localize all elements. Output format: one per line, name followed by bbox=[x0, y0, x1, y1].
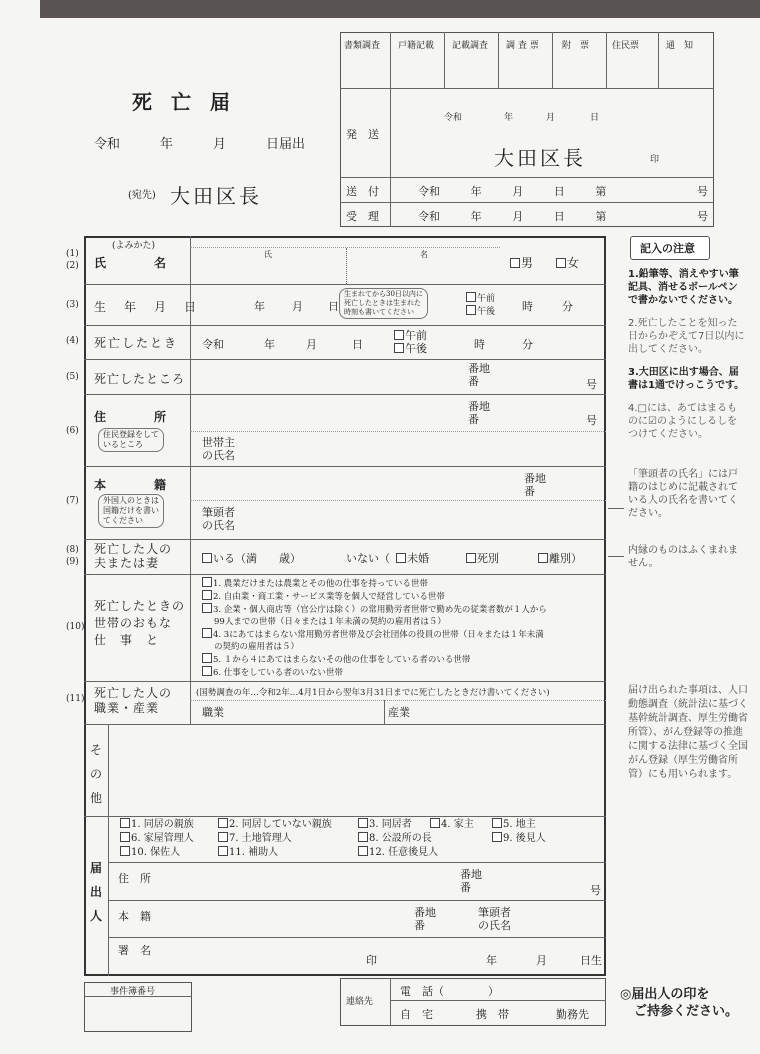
domicile-label: 本 籍 bbox=[94, 478, 167, 492]
unmarried-checkbox[interactable]: 未婚 bbox=[396, 550, 429, 566]
signature-label: 署 名 bbox=[118, 944, 151, 957]
relation-option[interactable]: 3. 同居者 bbox=[358, 818, 430, 832]
sent-date-part: 日 bbox=[590, 113, 600, 123]
row-number: (1) (2) bbox=[66, 249, 79, 271]
birth-ampm[interactable]: 午前 午後 bbox=[466, 292, 495, 318]
death-time-label: 死亡したとき bbox=[94, 336, 179, 350]
reading-label: (よみかた) bbox=[112, 241, 156, 251]
go-unit: 号 bbox=[586, 378, 597, 391]
home-phone-label: 自 宅 bbox=[400, 1008, 433, 1021]
arrow-icon bbox=[608, 508, 624, 509]
notes-list bbox=[628, 268, 746, 441]
no-spouse-label: いない（ bbox=[346, 552, 390, 565]
census-note: (国勢調査の年…令和2年…4月1日から翌年3月31日までに死亡したときだけ書いてください) bbox=[196, 688, 550, 698]
occupation-label: 死亡した人の 職業・産業 bbox=[94, 686, 173, 715]
lot-number-label: 番地 番 bbox=[468, 400, 490, 426]
hour-unit: 時 bbox=[474, 338, 485, 351]
mobile-phone-label: 携 帯 bbox=[476, 1008, 509, 1021]
addressee: 大田区長 bbox=[170, 184, 262, 208]
death-place-label: 死亡したところ bbox=[94, 372, 186, 386]
seal-mark: 印 bbox=[650, 155, 660, 165]
minute-unit: 分 bbox=[562, 300, 573, 313]
work-option[interactable]: 4. 3にあてはまらない常用勤労者世帯及び会社団体の役員の世帯（日々または１年未満 bbox=[202, 628, 547, 641]
work-option-cont: の契約の雇用者は５） bbox=[214, 642, 300, 652]
go-unit: 号 bbox=[590, 884, 601, 897]
relationship-options bbox=[120, 818, 546, 860]
given-name-label: 名 bbox=[420, 250, 428, 259]
family-head-label: 筆頭者 の氏名 bbox=[478, 906, 511, 932]
work-phone-label: 勤務先 bbox=[556, 1008, 589, 1021]
month-unit: 月 bbox=[292, 300, 303, 313]
job-label: 職業 bbox=[202, 706, 224, 719]
relation-option[interactable]: 4. 家主 bbox=[430, 818, 492, 832]
row-number: (10) bbox=[66, 622, 85, 632]
sent-date-part: 月 bbox=[546, 113, 556, 123]
statistics-sidenote: 届け出られた事項は、人口動態調査（統計法に基づく基幹統計調査、厚生労働省所管）、がん登録等の推進に関する法律に基づく全国がん登録（厚生労働省所管）にも用いられます。 bbox=[628, 685, 748, 780]
work-option[interactable]: 3. 企業・個人商店等（官公庁は除く）の常用勤労者世帯で勤め先の従業者数が１人から bbox=[202, 603, 547, 616]
relation-option[interactable]: 7. 土地管理人 bbox=[218, 832, 358, 846]
month-unit: 月 bbox=[536, 954, 547, 967]
lot-number-label: 番地 番 bbox=[460, 868, 482, 894]
relation-option[interactable]: 5. 地主 bbox=[492, 819, 536, 830]
relation-option[interactable]: 12. 任意後見人 bbox=[358, 847, 438, 858]
receipt-row: 令和 年 月 日 第 号 bbox=[418, 210, 708, 223]
year-unit: 年 bbox=[254, 300, 265, 313]
sent-date-part: 令和 bbox=[444, 113, 463, 123]
office-header: 通 知 bbox=[666, 41, 694, 51]
top-edge-bar bbox=[40, 0, 760, 18]
sent-date-part: 年 bbox=[504, 113, 514, 123]
relation-option[interactable]: 1. 同居の親族 bbox=[120, 818, 218, 832]
female-checkbox[interactable]: 女 bbox=[556, 254, 579, 271]
row-number: (7) bbox=[66, 496, 79, 506]
other-label: そ の 他 bbox=[90, 743, 103, 805]
industry-label: 産業 bbox=[388, 706, 410, 719]
applicant-address-label: 住 所 bbox=[118, 872, 151, 885]
seal-mark: 印 bbox=[366, 954, 377, 967]
domicile-note: 外国人のときは 国籍だけを書い てください bbox=[98, 494, 164, 528]
sent-label: 発 送 bbox=[346, 128, 379, 141]
year-unit: 年 bbox=[264, 338, 275, 351]
household-work-label: 死亡したときの 世帯のおもな 仕 事 と bbox=[94, 599, 186, 647]
addressee-label: (宛先) bbox=[128, 190, 156, 201]
spouse-sidenote: 内縁のものはふくまれません。 bbox=[628, 545, 738, 569]
work-option-cont: 99人までの世帯（日々または１年未満の契約の雇用者は５） bbox=[214, 617, 446, 627]
sent-mayor: 大田区長 bbox=[494, 146, 586, 170]
office-header: 書類調査 bbox=[344, 41, 381, 51]
work-option[interactable]: 1. 農業だけまたは農業とその他の仕事を持っている世帯 bbox=[202, 577, 547, 590]
month-unit: 月 bbox=[306, 338, 317, 351]
note-item: 4.□には、あてはまるものに☑のようにしるしをつけてください。 bbox=[628, 403, 737, 440]
spouse-label: 死亡した人の 夫または妻 bbox=[94, 542, 173, 570]
lot-number-label: 番地 番 bbox=[524, 472, 546, 498]
row-number: (11) bbox=[66, 694, 85, 704]
office-header: 附 票 bbox=[562, 41, 590, 51]
relation-option[interactable]: 11. 補助人 bbox=[218, 846, 358, 860]
form-title: 死 亡 届 bbox=[132, 90, 236, 114]
death-ampm[interactable]: 午前 午後 bbox=[394, 329, 427, 355]
lot-number-label: 番地 番 bbox=[414, 906, 436, 932]
year-unit: 年 bbox=[486, 954, 497, 967]
divorced-checkbox[interactable]: 離別） bbox=[538, 550, 582, 566]
day-unit: 日 bbox=[352, 338, 363, 351]
birth-day-unit: 日生 bbox=[580, 954, 602, 967]
male-checkbox[interactable]: 男 bbox=[510, 254, 533, 271]
row-number: (8) (9) bbox=[66, 545, 79, 567]
spouse-exists-checkbox[interactable]: いる（満 歳） bbox=[202, 550, 301, 566]
receipt-label: 受 理 bbox=[346, 210, 379, 223]
note-item: 2.死亡したことを知った日からかぞえて7日以内に出してください。 bbox=[628, 318, 745, 355]
minute-unit: 分 bbox=[522, 338, 533, 351]
household-work-options bbox=[202, 577, 547, 679]
note-item: 1.鉛筆等、消えやすい筆記具、消せるボールペンで書かないでください。 bbox=[628, 269, 739, 306]
contact-label: 連絡先 bbox=[346, 997, 374, 1007]
office-header: 住民票 bbox=[612, 41, 640, 51]
hour-unit: 時 bbox=[522, 300, 533, 313]
name-label: 氏 名 bbox=[94, 256, 167, 270]
work-option[interactable]: 6. 仕事をしている者のいない世帯 bbox=[202, 666, 547, 679]
office-header: 調 査 票 bbox=[506, 41, 539, 51]
era-label: 令和 bbox=[202, 338, 224, 351]
relation-option[interactable]: 8. 公設所の長 bbox=[358, 832, 492, 846]
lot-number-label: 番地 番 bbox=[468, 362, 490, 388]
relation-option[interactable]: 2. 同居していない親族 bbox=[218, 818, 358, 832]
relation-option[interactable]: 10. 保佐人 bbox=[120, 846, 218, 860]
address-label: 住 所 bbox=[94, 410, 167, 424]
seal-reminder: ◎届出人の印を ご持参ください。 bbox=[620, 987, 739, 1019]
go-unit: 号 bbox=[586, 414, 597, 427]
receipt-label: 送 付 bbox=[346, 185, 379, 198]
relation-option[interactable]: 6. 家屋管理人 bbox=[120, 832, 218, 846]
phone-label: 電 話（ ） bbox=[400, 985, 499, 998]
domicile-sidenote: 「筆頭者の氏名」には戸籍のはじめに記載されている人の氏名を書いてください。 bbox=[628, 469, 738, 519]
receipt-row: 令和 年 月 日 第 号 bbox=[418, 185, 708, 198]
day-unit: 日 bbox=[328, 300, 339, 313]
row-number: (5) bbox=[66, 372, 79, 382]
birth-time-note: 生まれてから30日以内に 死亡したときは生まれた 時刻も書いてください bbox=[339, 288, 428, 319]
filing-date: 令和 年 月 日届出 bbox=[94, 137, 306, 152]
office-header: 記載調査 bbox=[452, 41, 489, 51]
applicant-label: 届 出 人 bbox=[90, 861, 103, 923]
family-head-label: 筆頭者 の氏名 bbox=[202, 506, 235, 532]
applicant-domicile-label: 本 籍 bbox=[118, 910, 151, 923]
address-note: 住民登録をして いるところ bbox=[98, 428, 164, 452]
note-item: 3.大田区に出す場合、届書は1通でけっこうです。 bbox=[628, 367, 745, 391]
row-number: (3) bbox=[66, 300, 79, 310]
bereaved-checkbox[interactable]: 死別 bbox=[466, 550, 499, 566]
work-option[interactable]: 2. 自由業・商工業・サービス業等を個人で経営している世帯 bbox=[202, 590, 547, 603]
relation-option[interactable]: 9. 後見人 bbox=[492, 833, 546, 844]
arrow-icon bbox=[608, 556, 624, 557]
household-head-label: 世帯主 の氏名 bbox=[202, 436, 235, 462]
notes-title: 記入の注意 bbox=[640, 242, 695, 255]
row-number: (4) bbox=[66, 336, 79, 346]
row-number: (6) bbox=[66, 426, 79, 436]
work-option[interactable]: 5. １から４にあてはまらないその他の仕事をしている者のいる世帯 bbox=[202, 653, 547, 666]
case-number-label: 事件簿番号 bbox=[110, 987, 156, 997]
office-header: 戸籍記載 bbox=[398, 41, 435, 51]
birthdate-label: 生 年 月 日 bbox=[94, 300, 200, 314]
surname-label: 氏 bbox=[264, 250, 272, 259]
